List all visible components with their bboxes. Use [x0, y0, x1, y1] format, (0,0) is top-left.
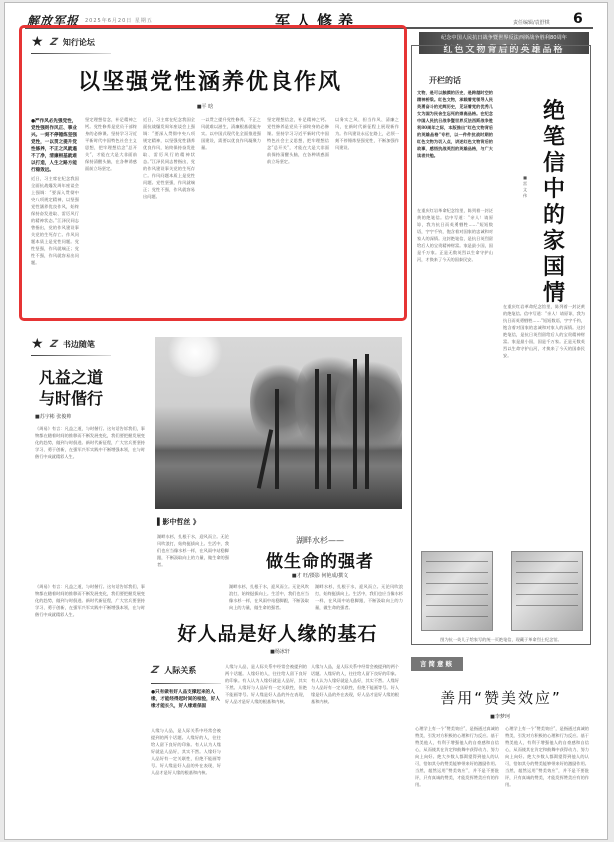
series-body-col1: 在重庆红岩革命纪念馆里，陈列着一封泛黄的绝笔信。信中写道：“亲人！请原谅，我为抗日而英勇牺牲……”短短数语，字字千钧，饱含着对国家的忠诚和对家人的深情。这封绝笔信，是抗日英烈留给后人的宝贵精神财富。家是最小国，国是千万家。正是无数英烈以生命守护山河，才换来了今天的国泰民安。 [417, 208, 493, 262]
relation-byline: ■杨冰轩 [270, 649, 290, 655]
article-body-col1: 近日，习主席在纪念我国全面抗战爆发周年座谈会上强调：“要深入贯彻中央八项规定精神，以坚强党性涵养优良作风，始终保持奋发进取、雷厉风行的精神状态。”江泽民同志曾指出，党的作风建设事关党的生死存亡。作风问题本质上是党性问题。党性坚强，作风就端正；党性不强，作风就容易出问题。 [31, 176, 79, 265]
column-tag-yanjian: 言简意赅 [411, 657, 463, 671]
series-intro-title: 开栏的话 [429, 76, 461, 85]
column-tag-renji [148, 665, 197, 676]
series-banner: 纪念中国人民抗日战争暨世界反法西斯战争胜利80周年 红色文物背后的英雄品格 [419, 32, 589, 54]
page-number: 6 [573, 11, 583, 27]
series-body-col2: 在重庆红岩革命纪念馆里，陈列着一封泛黄的绝笔信。信中写道：“亲人！请原谅，我为抗日而英勇牺牲……”短短数语，字字千钧，饱含着对国家的忠诚和对家人的深情。这封绝笔信，是抗日英烈留给后人的宝贵精神财富。家是最小国，国是千万家。正是无数英烈以生命守护山河，才换来了今天的国泰民安。 [503, 304, 585, 358]
series-byline: ■雷 文 伟 [523, 175, 527, 198]
praise-body-col2: 心理学上有一个“赞美效应”，是指通过真诚的赞美，引发对方积极的心理和行为反应。基于赞美他人，有利于增强他人的自豪感和自信心，从而使其在肯定和鼓舞中获得动力、努力向上向好。绝大多数人都渴望得到他人的认可，恰如其分的赞美能够带来好的激励作用。当然，超然运用“赞美效应”，并不是不要批评，只有真诚的赞美，才能发挥赞美应有的作用。 [505, 726, 589, 787]
article-lead: ●严作风必先强党性，党性强则作风正、事业兴。一刻不停锤炼坚强党性，一以贯之提升党性修养，不正之风就遏不了净，清廉根基就难以打造，人生之路方能行稳致远。 [31, 119, 77, 173]
article-body-col2: 坚定理想信念，补足精神之钙。党性修养是党员干部终身的必修课。坚持学习习近平新时代中国特色社会主义思想，把牢理想信念“总开关”，才能在大是大非面前保持清醒头脑，在各种诱惑面前立场坚定。 [85, 117, 137, 171]
relation-lead: ●只有做有好人品支撑起来的人缘，才能经得起时间的检验，好人缘才能长久，好人缘难保固 [151, 690, 220, 709]
photo-essay-headline[interactable]: 做生命的强者 [266, 552, 374, 572]
photo-essay-body-col2: 湖畔水杉，扎根于水，迎风而立。无论风吹浪打，始终挺拔向上。生活中，我们也应当像水杉一样，在风雨中站稳脚跟，不断汲取向上的力量，做生命的强者。 [229, 584, 309, 610]
letter-photo-right [511, 551, 583, 631]
relation-body-col2: 人缘与人品，是人际关系中经常会被提到的两个话题。人缘好的人，往往给人留下良好的印象。有人认为人缘好就是人品好，其实不然。人缘好与人品好有一定关联性，但绝不能画等号。好人缘是好人品的外在表现，好人品才是好人缘的根基和内核。 [225, 664, 307, 704]
series-intro-body: 文物，是可以触摸的历史，是跨越时空的精神桥梁。红色文物，承载着党领导人民英勇奋斗的光辉历史，见证着党的优秀儿女为国为民舍生忘死的崇高品格。在纪念中国人民抗日战争暨世界反法西斯战争胜利80周年之际，本版推出“红色文物背后的英雄品格”专栏，以一件件抗战时期的红色文物为切入点，讲述红色文物背后的故事，感悟抗战英烈的英雄品格，与广大读者共勉。 [417, 90, 493, 158]
article-body-col5: 坚定理想信念，补足精神之钙。党性修养是党员干部终身的必修课。坚持学习习近平新时代中国特色社会主义思想，把牢理想信念“总开关”，才能在大是大非面前保持清醒头脑，在各种诱惑面前立场坚定。 [267, 117, 329, 164]
newspaper-logo: 解放军报 [27, 14, 80, 28]
praise-byline: ■李梦珂 [490, 714, 510, 720]
tag-divider [31, 355, 111, 356]
lake-trees-photo [155, 337, 402, 509]
section-title: 军人修养 [275, 12, 360, 30]
zigzag-icon: Z [148, 665, 161, 676]
photo-essay-body-col3: 湖畔水杉，扎根于水，迎风而立。无论风吹浪打，始终挺拔向上。生活中，我们也应当像水杉一样，在风雨中站稳脚跟，不断汲取向上的力量，做生命的强者。 [315, 584, 403, 610]
photo-essay-byline: ■才 旺/摄影 何艳成/撰文 [291, 573, 349, 579]
star-icon: ★ [31, 34, 44, 50]
article-byline: ■平 晗 [196, 104, 214, 110]
relation-body-col1: 人缘与人品，是人际关系中经常会被提到的两个话题。人缘好的人，往往给人留下良好的印象。有人认为人缘好就是人品好，其实不然。人缘好与人品好有一定关联性，但绝不能画等号。好人缘是好人品的外在表现，好人品才是好人缘的根基和内核。 [151, 728, 221, 775]
zigzag-icon: Z [47, 338, 59, 350]
headline-line-1: 凡益之道 [39, 368, 104, 387]
column-tag-label: 人际关系 [164, 666, 197, 675]
column-tag-label: 知行论坛 [62, 37, 95, 47]
tag-divider [151, 683, 221, 684]
column-tag-shubian [31, 337, 95, 351]
photo-essay-body-col1: 湖畔水杉，扎根于水，迎风而立。无论风吹浪打，始终挺拔向上。生活中，我们也应当像水杉一样，在风雨中站稳脚跟，不断汲取向上的力量，做生命的强者。 [157, 534, 229, 567]
letter-photo-left [421, 551, 493, 631]
article-body-col4: 一以贯之提升党性修养，不正之风就难以滋生，清廉根基就能夯实。以中国式现代化全面推进强国建设，需要以优良作风凝聚力量。 [201, 117, 261, 150]
relation-body-col3: 人缘与人品，是人际关系中经常会被提到的两个话题。人缘好的人，往往给人留下良好的印象。有人认为人缘好就是人品好，其实不然。人缘好与人品好有一定关联性，但绝不能画等号。好人缘是好人品的外在表现，好人品才是好人缘的根基和内核。 [311, 664, 399, 704]
book-essay-byline: ■苏宇彬 张俊帅 [35, 414, 72, 420]
zigzag-icon: Z [47, 36, 59, 48]
film-icon: ▌ [157, 518, 163, 526]
column-tag-zhixing [31, 35, 95, 49]
photo-essay-kicker: 湖畔水杉—— [296, 536, 344, 545]
article-headline[interactable]: 以坚强党性涵养优良作风 [77, 70, 342, 95]
chevron-right-icon: 》 [190, 518, 200, 526]
headline-line-2: 与时偕行 [39, 389, 104, 408]
praise-headline[interactable]: 善用“赞美效应” [440, 689, 562, 707]
article-body-col6: 以务实之风、担当作风、清廉之风，在新时代新征程上展现新作为。作风建设永远在路上，必须一刻不停锤炼坚强党性，不断加强作风建设。 [335, 117, 399, 150]
column-tag-label: 书边随笔 [62, 339, 95, 349]
series-vertical-title[interactable]: 绝笔信中的家国情 [542, 99, 565, 306]
column-tag-yingzhong: ▌影中哲丝 》 [157, 518, 200, 526]
book-essay-headline[interactable] [25, 367, 145, 409]
issue-date: 2025年6月20日 星期五 [85, 18, 153, 24]
praise-body-col1: 心理学上有一个“赞美效应”，是指通过真诚的赞美，引发对方积极的心理和行为反应。基于赞美他人，有利于增强他人的自豪感和自信心，从而使其在肯定和鼓舞中获得动力、努力向上向好。绝大多数人都渴望得到他人的认可，恰如其分的赞美能够带来好的激励作用。当然，超然运用“赞美效应”，并不是不要批评，只有真诚的赞美，才能发挥赞美应有的作用。 [415, 726, 499, 787]
editor-credit: 责任编辑/袁舒棋 [513, 20, 550, 26]
newspaper-page [4, 2, 608, 840]
book-essay-body: 《周易》有言：凡益之道，与时偕行。这句话告诉我们，事物都在随着时间的推移而不断发展变化，我们要把握发展变化的趋势，做到与时俱进。新时代新征程，广大官兵要坚持学习、勇于创新，在强军兴军实践中不断增强本领，在与时偕行中成就精彩人生。 [35, 426, 145, 459]
relation-headline[interactable]: 好人品是好人缘的基石 [177, 623, 378, 645]
sun-glare [165, 337, 225, 377]
tag-divider [31, 53, 111, 54]
letter-photo-caption: 图为抗一英儿子给家写的统一页绝笔信，现藏于革命烈士纪念馆。 [440, 637, 562, 642]
book-essay-body-cont: 《周易》有言：凡益之道，与时偕行。这句话告诉我们，事物都在随着时间的推移而不断发展变化，我们要把握发展变化的趋势，做到与时俱进。新时代新征程，广大官兵要坚持学习、勇于创新，在强军兴军实践中不断增强本领，在与时偕行中成就精彩人生。 [35, 584, 145, 617]
article-body-col3: 近日，习主席在纪念我国全面抗战爆发周年座谈会上强调：“要深入贯彻中央八项规定精神，以坚强党性涵养优良作风，始终保持奋发进取、雷厉风行的精神状态。”江泽民同志曾指出，党的作风建设事关党的生死存亡。作风问题本质上是党性问题。党性坚强，作风就端正；党性不强，作风就容易出问题。 [143, 117, 195, 199]
star-icon: ★ [31, 336, 44, 352]
